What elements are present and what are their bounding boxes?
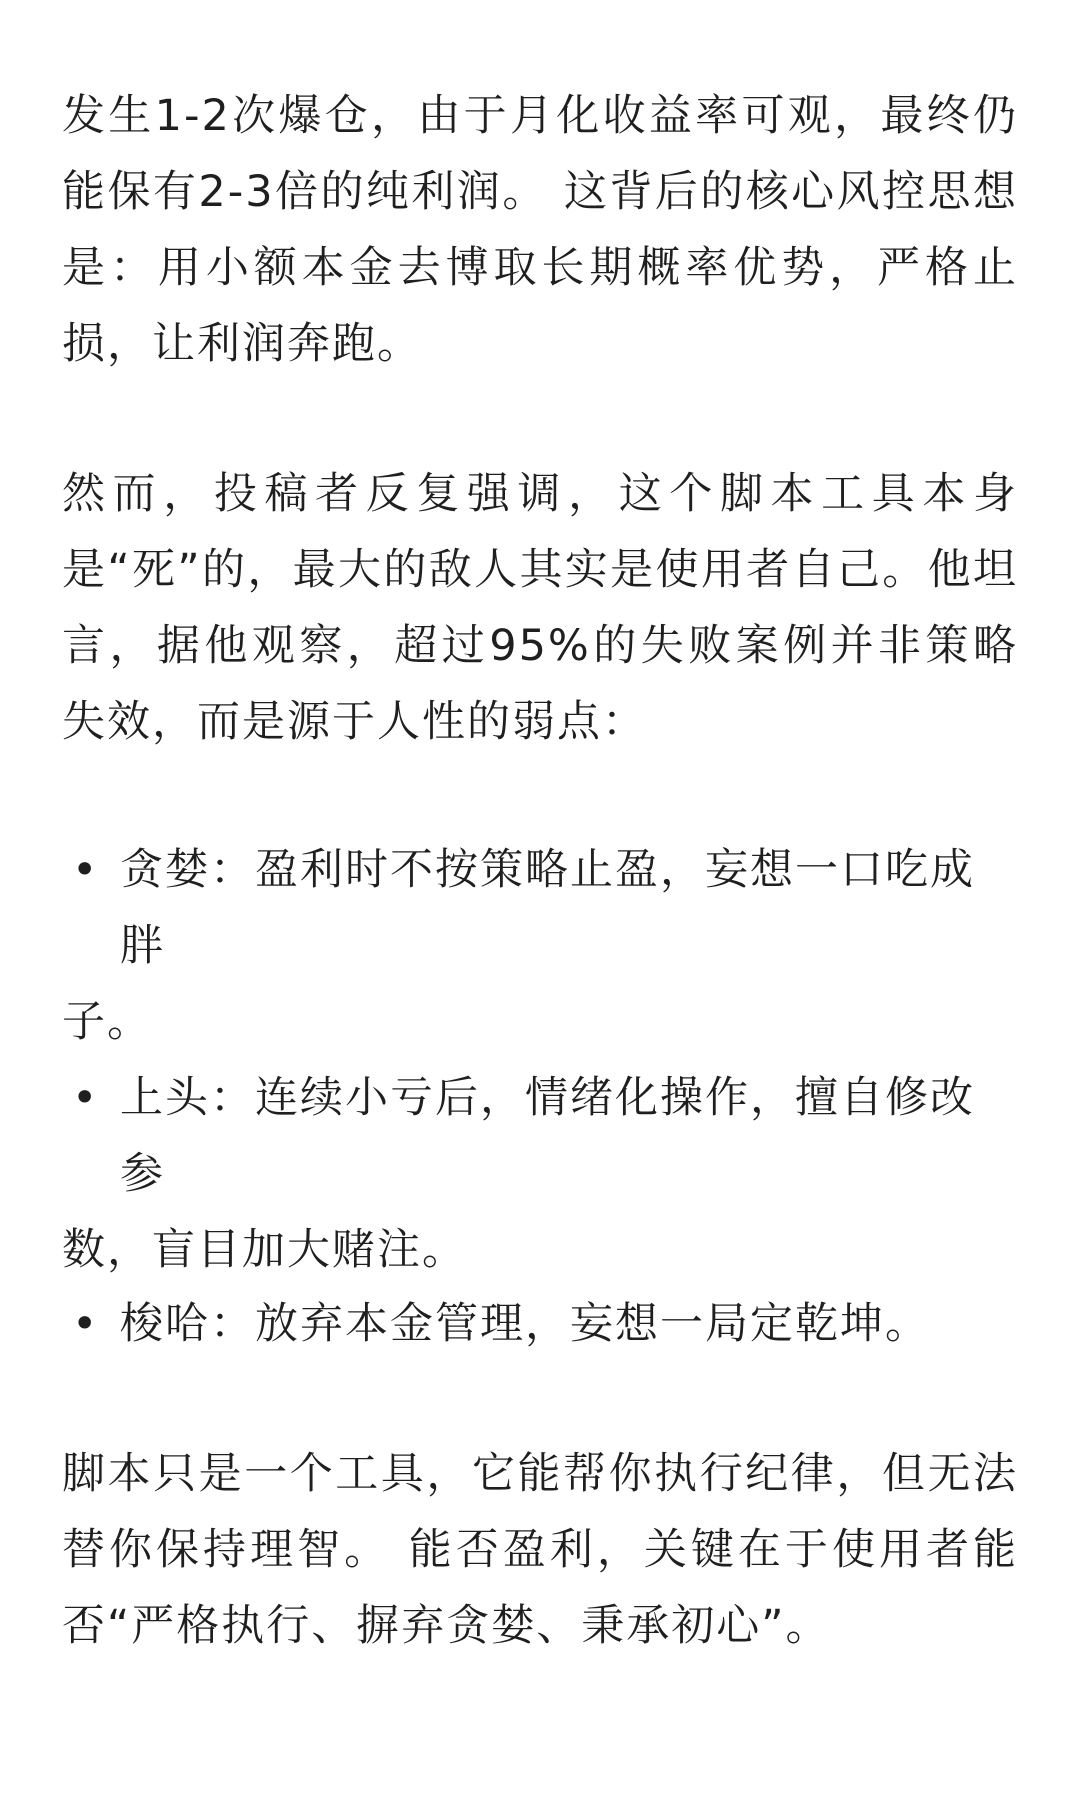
bullet-all-in bbox=[62, 1286, 1018, 1362]
bullet-text: 贪婪：盈利时不按策略止盈，妄想一口吃成胖 bbox=[120, 845, 975, 971]
bullet-marker: • bbox=[72, 1299, 98, 1349]
bullet-text: 上头：连续小亏后，情绪化操作，擅自修改参 bbox=[120, 1073, 975, 1199]
paragraph-human-weakness: 然而，投稿者反复强调，这个脚本工具本身是“死”的，最大的敌人其实是使用者自己。他坦言，据他观察，超过95%的失败案例并非策略失效，而是源于人性的弱点： bbox=[62, 469, 1018, 747]
bullet-tilt bbox=[62, 1060, 1018, 1288]
bullet-marker: • bbox=[72, 1073, 98, 1123]
bullet-text: 梭哈：放弃本金管理，妄想一局定乾坤。 bbox=[120, 1299, 930, 1349]
bullet-greed bbox=[62, 832, 1018, 1060]
bullet-marker: • bbox=[72, 845, 98, 895]
bullet-text-continued: 子。 bbox=[62, 997, 152, 1047]
paragraph-conclusion: 脚本只是一个工具，它能帮你执行纪律，但无法替你保持理智。 能否盈利，关键在于使用者能否“严格执行、摒弃贪婪、秉承初心”。 bbox=[62, 1449, 1018, 1651]
paragraph-risk-control: 发生1-2次爆仓，由于月化收益率可观，最终仍能保有2-3倍的纯利润。 这背后的核心风控思想是：用小额本金去博取长期概率优势，严格止损，让利润奔跑。 bbox=[62, 91, 1018, 369]
bullet-text-continued: 数，盲目加大赌注。 bbox=[62, 1225, 467, 1275]
